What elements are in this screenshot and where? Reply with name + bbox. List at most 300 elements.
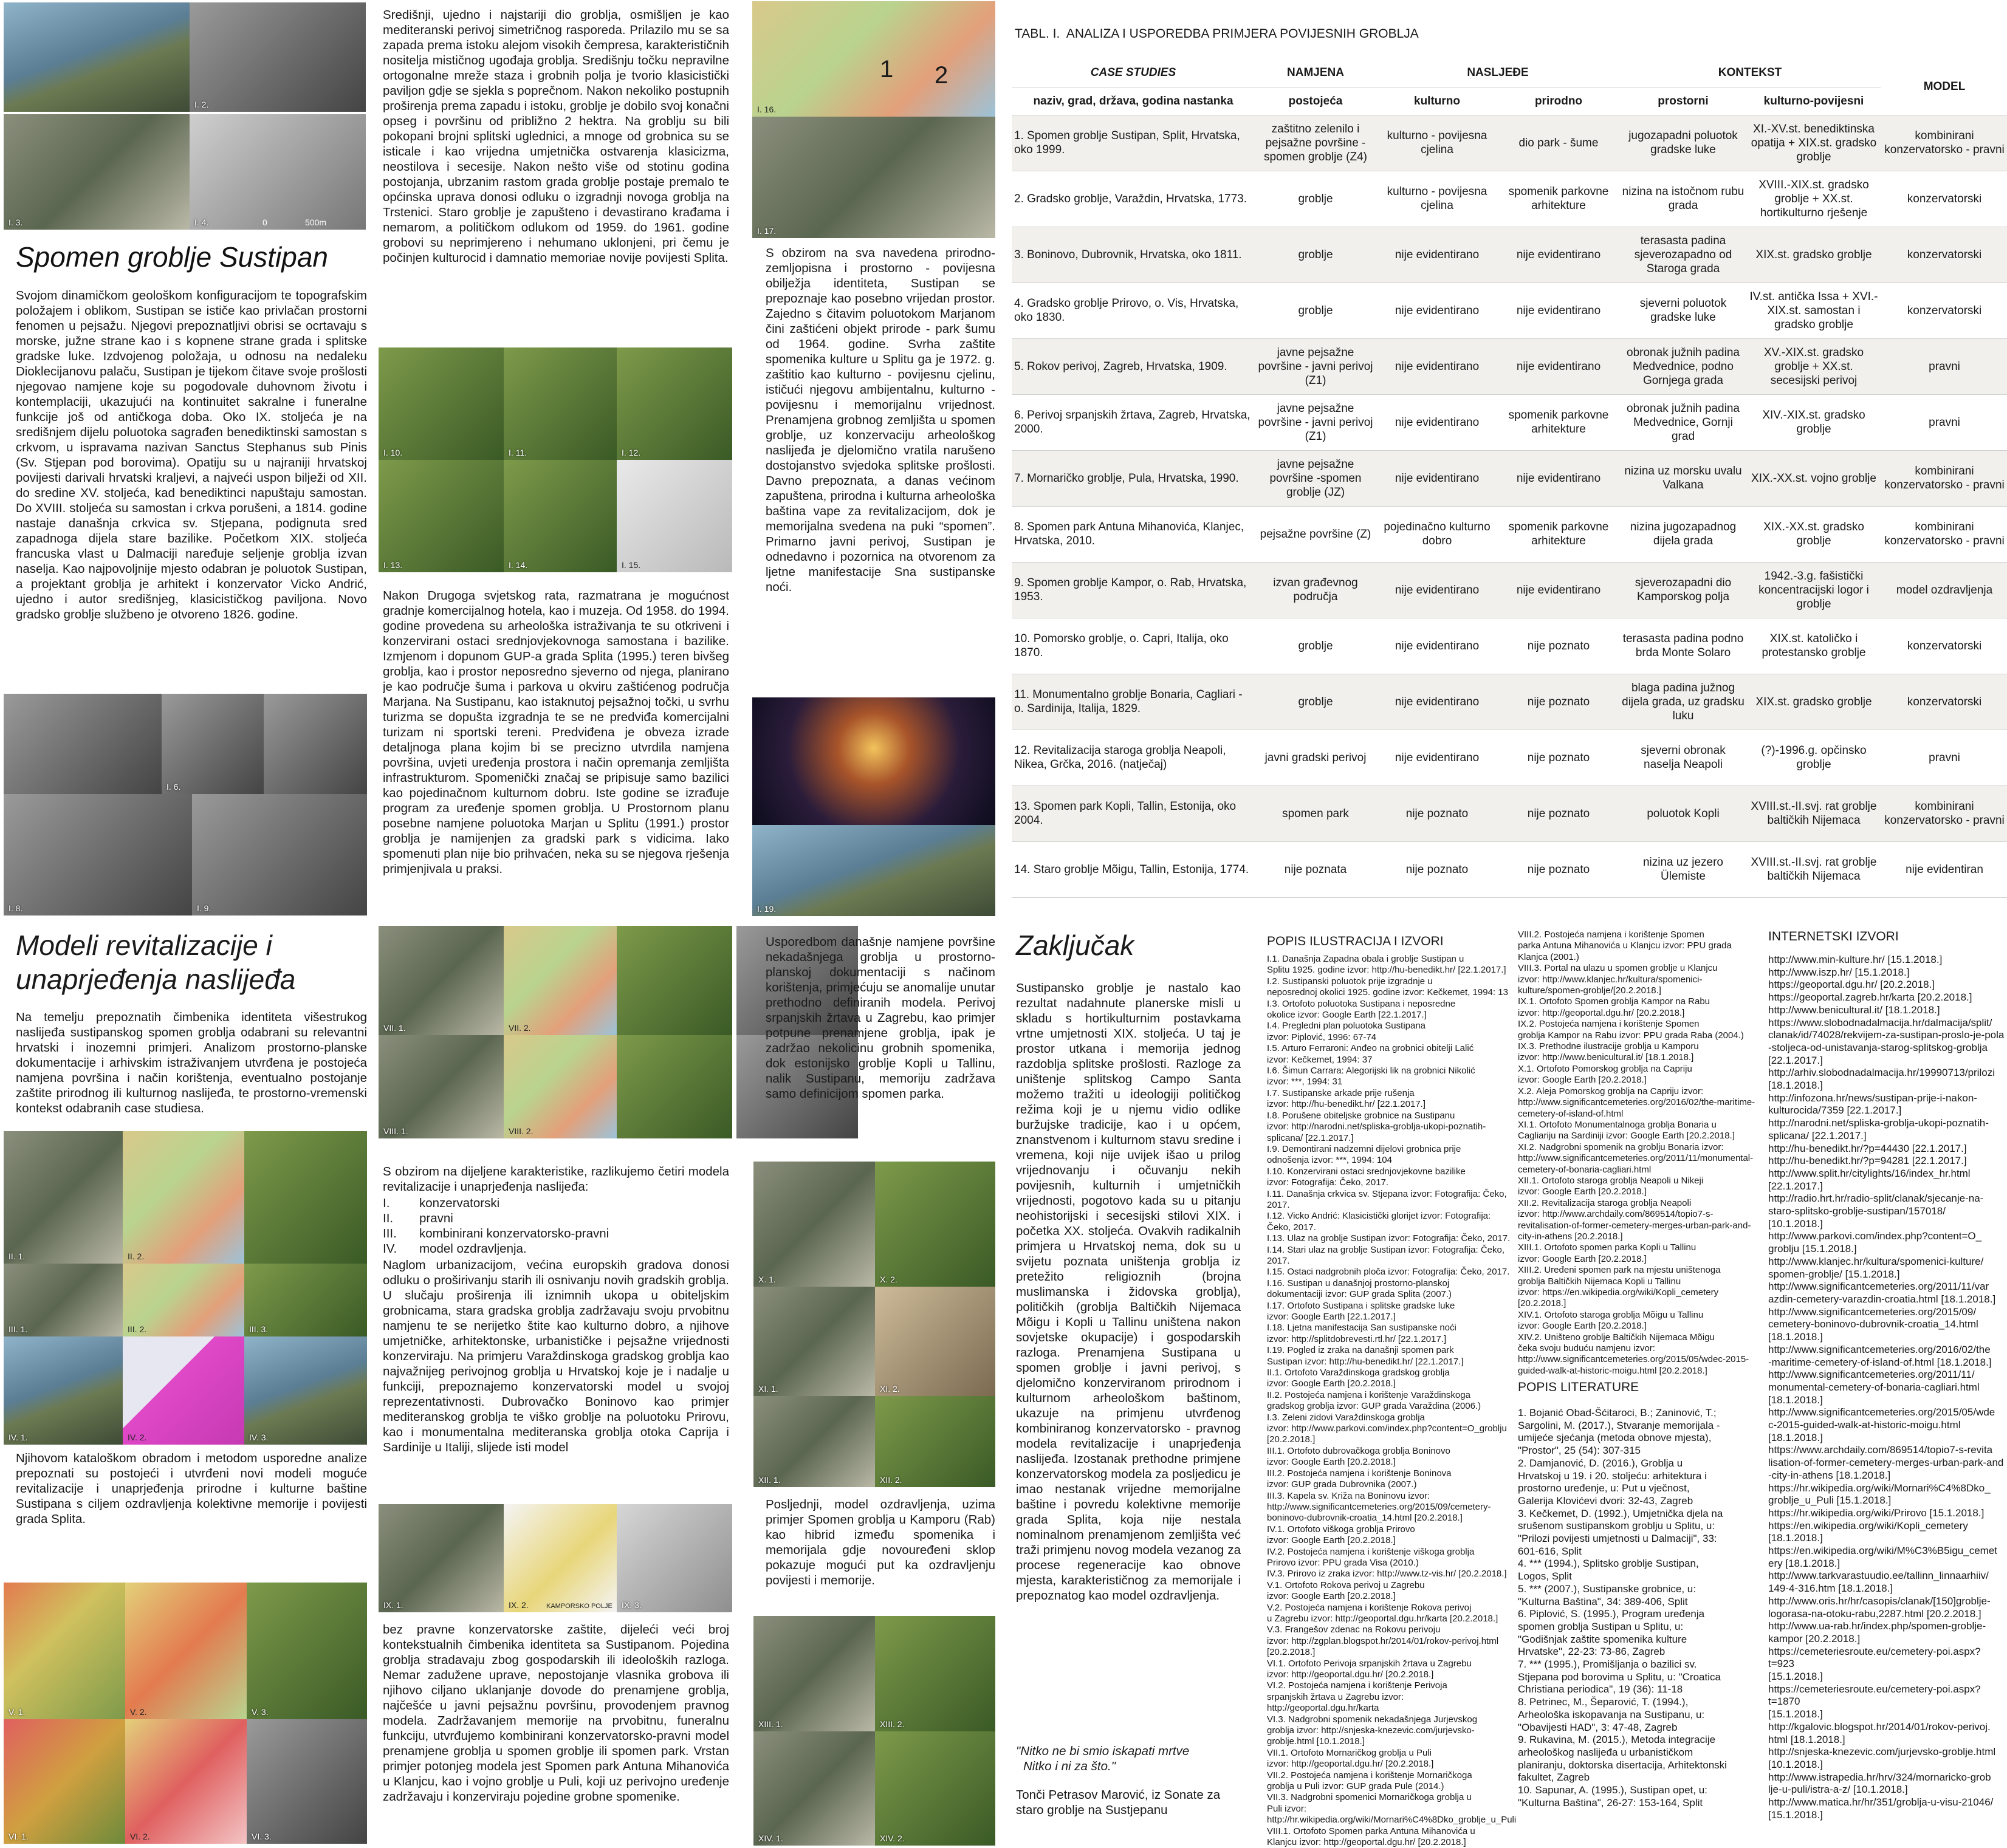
reference-line: 3. Kečkemet, D. (1992.), Umjetnička djela na xyxy=(1518,1507,1723,1519)
table-cell: kombinirani konzervatorsko - pravni xyxy=(1881,785,2007,841)
reference-line: http://kgalovic.blogspot.hr/2014/01/rokov-perivoj. xyxy=(1768,1720,1991,1733)
reference-line: [22.1.2017.] xyxy=(1768,1180,1823,1192)
reference-line: II.2. Postojeća namjena i korištenje Varaždinskoga xyxy=(1267,1389,1470,1400)
table-cell: pravni xyxy=(1881,730,2007,785)
reference-line: I.3. Zeleni zidovi Varaždinskoga groblja xyxy=(1267,1412,1425,1423)
table-cell: nije evidentirano xyxy=(1498,227,1619,282)
table-cell: nije evidentirano xyxy=(1376,227,1498,282)
reference-line: -city-in-athens [18.1.2018.] xyxy=(1768,1469,1891,1481)
th-sub-kulturno: kulturno xyxy=(1376,87,1498,115)
reference-line: VIII.3. Portal na ulazu u spomen groblje u Klanjcu xyxy=(1518,963,1718,974)
table-cell: groblje xyxy=(1255,618,1376,674)
table-cell: 10. Pomorsko groblje, o. Capri, Italija, oko 1870. xyxy=(1012,618,1255,674)
photo-xi2: XI. 2. xyxy=(875,1287,995,1396)
reference-line: groblja Kampor na Rabu izvor: PPU grada Raba (2004.) xyxy=(1518,1030,1744,1041)
table-cell: spomenik parkovne arhitekture xyxy=(1498,506,1619,562)
photo-ix2: IX. 2. KAMPORSKO POLJE xyxy=(504,1504,617,1612)
reference-line: http://www.significantcemeteries.org/2015/09/ xyxy=(1768,1306,1977,1318)
photo-i18 xyxy=(752,697,995,825)
reference-line: izvor: Fotografija: Čeko, 2017. xyxy=(1267,1177,1389,1188)
reference-line: VIII.2. Postojeća namjena i korištenje Spomen xyxy=(1518,929,1704,940)
illustrations-title: POPIS ILUSTRACIJA I IZVORI xyxy=(1267,934,1444,948)
photo-i3: I. 3. xyxy=(4,114,190,230)
reference-line: 5. *** (2007.), Sustipanske grobnice, u: xyxy=(1518,1583,1696,1595)
reference-line: izvor: Google Earth [20.2.2018.] xyxy=(1518,1186,1647,1197)
reference-line: I.14. Stari ulaz na groblje Sustipan izvor: Fotografija: Čeko, 2017. xyxy=(1267,1244,1505,1266)
table-cell: nije poznata xyxy=(1255,841,1376,897)
models-intro-text: Na temelju prepoznatih čimbenika identiteta višestrukog naslijeđa sustipanskog spomen groblja odabrani su relevantni hrvatski i inozemni primjeri. Analizom prostorno-planske dokumentacije i arhivskim istraživanjem utvrđena je postojeća namjena površina i način korištenja, eventualno postojanje zaštite prirodnog ili kulturnog naslijeđa, te prostorno-vremenski kontekst odabranih case studiesa. xyxy=(16,1010,367,1115)
photo-iv2: IV. 2. xyxy=(123,1336,244,1445)
quote-line2: Nitko i ni za što." xyxy=(1023,1759,1116,1773)
reference-line: groblju [15.1.2018.] xyxy=(1768,1243,1857,1255)
reference-line: http://www.klanjec.hr/kultura/spomenici-kulture/ xyxy=(1768,1255,1984,1267)
table-title: TABL. I. ANALIZA I USPOREDBA PRIMJERA POVIJESNIH GROBLJA xyxy=(1015,27,1419,41)
table-cell: nizina na istočnom rubu grada xyxy=(1619,171,1747,227)
photo-i2: I. 2. xyxy=(190,2,366,112)
photo-i17: I. 17. xyxy=(752,117,995,238)
photo-xii2: XII. 2. xyxy=(875,1396,995,1487)
photo-i16: I. 16. 1 2 xyxy=(752,1,995,117)
photo-i14: I. 14. xyxy=(504,460,617,572)
scale-label: 0 500m xyxy=(262,217,327,227)
table-cell: nije poznato xyxy=(1498,618,1619,674)
table-cell: kombinirani konzervatorsko - pravni xyxy=(1881,506,2007,562)
reference-line: izvor: http://splitdobrevesti.rtl.hr/ [22.1.2017.] xyxy=(1267,1333,1447,1344)
reference-line: V.1. Ortofoto Rokova perivoj u Zagrebu xyxy=(1267,1579,1425,1590)
table-cell: nije poznato xyxy=(1376,785,1498,841)
photo-i5 xyxy=(4,694,162,794)
reference-line: izvor: http://www.klanjec.hr/kultura/spomenici-kulture/spomen-groblje/[20.2.2018.] xyxy=(1518,974,1703,996)
table-cell: 6. Perivoj srpanjskih žrtava, Zagreb, Hrvatska, 2000. xyxy=(1012,394,1255,450)
photo-i7 xyxy=(264,694,367,794)
table-cell: 1. Spomen groblje Sustipan, Split, Hrvatska, oko 1999. xyxy=(1012,115,1255,171)
reference-line: logorasa-na-otoku-rabu,2287.html [20.2.2018.] xyxy=(1768,1607,1981,1620)
table-cell: 2. Gradsko groblje, Varaždin, Hrvatska, 1773. xyxy=(1012,171,1255,227)
reference-line: http://www.matica.hr/hr/351/groblja-u-visu-21046/ xyxy=(1768,1796,1994,1809)
reference-line: http://www.significantcemeteries.org/2015/05/wdec-2015-guided-walk-at-historic-moigu.html [20.2.2018.] xyxy=(1518,1354,1749,1376)
table-cell: kombinirani konzervatorsko - pravni xyxy=(1881,450,2007,506)
reference-line: http://arhiv.slobodnadalmacija.hr/19990713/prilozi xyxy=(1768,1067,1995,1079)
table-cell: nije evidentirano xyxy=(1376,338,1498,394)
th-case: CASE STUDIES xyxy=(1012,59,1255,87)
reference-line: https://www.archdaily.com/869514/topio7-s-revita xyxy=(1768,1444,1993,1456)
table-cell: nije evidentiran xyxy=(1881,841,2007,897)
table-row xyxy=(1012,618,2007,674)
photo-ii3 xyxy=(244,1131,367,1264)
reference-line: IV.1. Ortofoto viškoga groblja Prirovo xyxy=(1267,1524,1415,1535)
photo-viii2: VIII. 2. xyxy=(504,1035,617,1138)
table-cell: nije poznato xyxy=(1498,674,1619,730)
table-cell: nije evidentirano xyxy=(1376,674,1498,730)
conclusion-text: Sustipansko groblje je nastalo kao rezultat nadahnute planerske misli u skladu s hortikulturnim postavkama vrtne umjetnosti XIX. stoljeća. U taj je prostor utkana i memorija jednog razdoblja splitske prošlosti. Razloge za uništenje splitskog Campo Santa možemo tražiti u ideologiji političkog režima koji je u njemu vidio odlike buržujske tradicije, kao i u općem, znanstvenom i kulturnom stavu sredine i vremena, koji nije uvijek išao u prilog vrijednovanju i očuvanju nekih povijesnih, kulturnih i umjetničkih vrijednosti, pogotovo kada su u pitanju neohistorijski i secesijski stilovi XIX. i početka XX. stoljeća. Ovakvih radikalnih primjera u Hrvatskoj nema, dok su u svijetu poznata uništenja groblja iz pretežito religioznih (brojna muslimanska i židovska groblja), političkih (groblja Baltičkih Nijemaca Mõigu i Kopli u Tallinu uništena nakon sovjetske okupacije) i gospodarskih razloga. Prenamjena Sustipana u spomen groblje i javni perivoj, s djelomično konzerviranom prirodnom i kulturnom arheološkom baštinom, ukazuje na primjenu utvrđenog kombiniranog konzervatorsko - pravnog modela revitalizacije i unaprjeđenja naslijeđa. Izostanak prethodne primjene konzervatorskog modela za posljedicu je imao nestanak vrijedne memorijalne baštine i povredu kolektivne memorije grada Splita, koja nije nestala nominalnom prenamjenom zemljišta već traži primjenu novog modela vezanog za procese regeneracije kao obnove mjesta, karakterističnog za memorijale i prepoznatog kao model ozdravljenja. xyxy=(1016,981,1241,1603)
reference-line: http://www.significantcemeteries.org/2016/02/the xyxy=(1768,1343,1991,1355)
reference-line: I.6. Šimun Carrara: Alegorijski lik na grobnici Nikolić xyxy=(1267,1066,1475,1076)
reference-line: izvor: http://narodni.net/spliska-groblja-ukopi-poznatih-splicana/ [22.1.2017.] xyxy=(1267,1121,1486,1143)
reference-line: http://www.iszp.hr/ [15.1.2018.] xyxy=(1768,966,1910,978)
photo-i10: I. 10. xyxy=(379,347,504,460)
reference-line: Sustipan izvor: http://hu-benedikt.hr/ [22.1.2017.] xyxy=(1267,1356,1464,1367)
photo-ii1: II. 1. xyxy=(4,1131,123,1264)
reference-line: I.7. Sustipanske arkade prije rušenja xyxy=(1267,1087,1415,1098)
reference-line: http://www.significantcemeteries.org/2015/09/cemetery-boninovo-dubrovnik-croatia_14.html [20.2.2018.] xyxy=(1267,1501,1491,1524)
reference-line: IV.2. Postojeća namjena i korištenje viškoga groblja xyxy=(1267,1546,1475,1557)
reference-line: srpanjskih žrtava u Zagrebu izvor: http://geoportal.dgu.hr/karta xyxy=(1267,1691,1404,1714)
table-cell: spomen park xyxy=(1255,785,1376,841)
table-cell: terasasta padina sjeverozapadno od Staroga grada xyxy=(1619,227,1747,282)
table-cell: javni gradski perivoj xyxy=(1255,730,1376,785)
reference-line: u Zagrebu izvor: http://geoportal.dgu.hr/karta [20.2.2018.] xyxy=(1267,1613,1498,1624)
table-cell: XIX.-XX.st. gradsko groblje xyxy=(1747,506,1881,562)
reference-line: VII.1. Ortofoto Mornaričkog groblja u Puli xyxy=(1267,1747,1432,1758)
table-row xyxy=(1012,115,2007,171)
th-kontekst: KONTEKST xyxy=(1619,59,1881,87)
reference-line: I.16. Sustipan u današnjoj prostorno-planskoj xyxy=(1267,1278,1450,1288)
table-cell: nije evidentirano xyxy=(1376,618,1498,674)
table-cell: nizina jugozapadnog dijela grada xyxy=(1619,506,1747,562)
reference-line: "Kulturna Baština", 34: 389-406, Split xyxy=(1518,1595,1688,1607)
reference-line: http://www.tarkvarastuudio.ee/tallinn_linnaarhiiv/ xyxy=(1768,1570,1989,1582)
reference-line: I.9. Demontirani nadzemni dijelovi grobnica prije xyxy=(1267,1143,1461,1154)
reference-line: http://www.istrapedia.hr/hrv/324/mornaricko-grob xyxy=(1768,1771,1991,1783)
reference-line: http://hu-benedikt.hr/?p=44430 [22.1.2017.] xyxy=(1768,1142,1967,1154)
photo-xiv1: XIV. 1. xyxy=(753,1731,875,1846)
reference-line: [18.1.2018.] xyxy=(1768,1431,1823,1443)
reference-line: I.19. Pogled iz zraka na današnji spomen park xyxy=(1267,1345,1454,1356)
table-cell: spomenik parkovne arhitekture xyxy=(1498,394,1619,450)
reference-line: Hrvatskoj u 19. i 20. stoljeću: arhitektura i xyxy=(1518,1470,1707,1482)
reference-line: staro-splitsko-groblje-sustipan/157018/ xyxy=(1768,1205,1946,1217)
reference-line: I.5. Arturo Ferraroni: Anđeo na grobnici obitelji Lalić xyxy=(1267,1043,1474,1054)
photo-v2: V. 2. xyxy=(125,1583,247,1719)
table-cell: konzervatorski xyxy=(1881,282,2007,338)
reference-line: [18.1.2018.] xyxy=(1768,1331,1823,1343)
table-cell: kulturno - povijesna cjelina xyxy=(1376,115,1498,171)
photo-i15: I. 15. xyxy=(617,460,732,572)
reference-line: [15.1.2018.] xyxy=(1768,1671,1823,1683)
table-row xyxy=(1012,785,2007,841)
photo-i11: I. 11. xyxy=(504,347,617,460)
reference-line: X.2. Aleja Pomorskog groblja na Capriju izvor: xyxy=(1518,1086,1704,1097)
reference-line: "Obavijesti HAD", 3: 47-48, Zagreb xyxy=(1518,1721,1678,1733)
table-cell: nije poznato xyxy=(1498,841,1619,897)
col2-text5: bez pravne konzervatorske zaštite, dijeleći veći broj kontekstualnih čimbenika identiteta sa Sustipanom. Pojedina groblja stradavaju zbog gospodarskih ili ideoloških razloga. Nemar zadužene uprave, nepostojanje vlasnika grobova ili njihovo ciljano uklanjanje dovode do prenamjene groblja, najčešće u javni pejsažnu površinu, provodenjem pravnog modela. Zadržavanjem memorije na prvobitnu, funeralnu funkciju, utvrđujemo kombinirani konzervatorsko-pravni model prenamjene groblja u spomen groblje ili spomen park. Vrstan primjer potonjeg modela jest Spomen park Antuna Mihanovića u Klanjcu, kao i vojno groblje u Puli, koji uz perivojno uređenje zadržavaju i konzerviraju pojedine grobne spomenike. xyxy=(383,1623,729,1804)
reference-line: Puli izvor: http://hr.wikipedia.org/wiki/Mornari%C4%8Dko_groblje_u_Puli xyxy=(1267,1803,1517,1826)
reference-line: groblja izvor: http://snjeska-knezevic.com/jurjevsko-groblje.html [10.1.2018.] xyxy=(1267,1725,1475,1747)
reference-line: XI.2. Nadgrobni spomenik na groblju Bonaria izvor: xyxy=(1518,1141,1724,1152)
photo-vi2: VI. 2. xyxy=(125,1719,247,1844)
reference-line: III.2. Postojeća namjena i korištenje Boninova xyxy=(1267,1468,1452,1479)
table-row xyxy=(1012,394,2007,450)
table-cell: 1942.-3.g. fašistički koncentracijski logor i groblje xyxy=(1747,562,1881,618)
reference-line: dokumentaciji izvor: GUP grada Splita (2007.) xyxy=(1267,1289,1452,1300)
table-cell: groblje xyxy=(1255,674,1376,730)
table-cell: XI.-XV.st. benediktinska opatija + XIX.st. gradsko groblje xyxy=(1747,115,1881,171)
table-cell: nije poznato xyxy=(1376,841,1498,897)
table-cell: 7. Mornaričko groblje, Pula, Hrvatska, 1990. xyxy=(1012,450,1255,506)
reference-line: monumental-cemetery-of-bonaria-cagliari.html xyxy=(1768,1381,1980,1393)
reference-line: izvor: http://zgplan.blogspot.hr/2014/01/rokov-perivoj.html [20.2.2018.] xyxy=(1267,1635,1499,1658)
table-cell: IV.st. antička Issa + XVI.-XIX.st. samostan i gradsko groblje xyxy=(1747,282,1881,338)
table-cell: terasasta padina podno brda Monte Solaro xyxy=(1619,618,1747,674)
reference-line: http://radio.hrt.hr/radio-split/clanak/sjecanje-na- xyxy=(1768,1193,1984,1205)
model-item: I. konzervatorski xyxy=(383,1196,500,1210)
table-cell: XV.-XIX.st. gradsko groblje + XX.st. secesijski perivoj xyxy=(1747,338,1881,394)
table-cell: nije poznato xyxy=(1498,785,1619,841)
reference-line: https://www.slobodnadalmacija.hr/dalmacija/split/ xyxy=(1768,1016,1992,1028)
reference-line: http://www.parkovi.com/index.php?content=O_ xyxy=(1768,1230,1982,1242)
title-spomen-groblje: Spomen groblje Sustipan xyxy=(16,241,328,273)
table-cell: nije evidentirano xyxy=(1376,450,1498,506)
col3-text2: Usporedbom današnje namjene površine nekadašnjega groblja u prostorno-planskoj dokumentaciji s načinom korištenja, primjećuju se anomalije unutar prethodno definiranih modela. Perivoj srpanjskih žrtava u Zagrebu, kao primjer potpune prenamjene groblja, ipak je zadržao nekolicinu grobnih spomenika, dok estonijsko groblje Kopli u Tallinu, nalik Sustipanu, memoriju zadržava samo definicijom spomen parka. xyxy=(766,935,995,1101)
reference-line: izvor: GUP grada Dubrovnika (2007.) xyxy=(1267,1479,1417,1490)
photo-i4: I. 4. 0 500m xyxy=(190,114,366,230)
table-cell: groblje xyxy=(1255,171,1376,227)
reference-line: -stoljeca-od-unistavanja-starog-splitskog-groblja xyxy=(1768,1041,1988,1053)
table-cell: sjeverni poluotok gradske luke xyxy=(1619,282,1747,338)
photo-ii2: II. 2. xyxy=(123,1131,244,1264)
reference-line: fakultet, Zagreb xyxy=(1518,1771,1590,1784)
reference-line: planiranju, doktorska disertacija, Arhitektonski xyxy=(1518,1759,1727,1771)
table-cell: XIX.st. gradsko groblje xyxy=(1747,674,1881,730)
reference-line: "Prostor", 25 (54): 307-315 xyxy=(1518,1445,1641,1457)
reference-line: azdin-cemetery-varazdin-croatia.html [18.1.2018.] xyxy=(1768,1293,1996,1305)
reference-line: "Godišnjak zaštite spomenika kulture xyxy=(1518,1633,1687,1645)
reference-line: III.1. Ortofoto dubrovačkoga groblja Boninovo xyxy=(1267,1445,1450,1456)
reference-line: -maritime-cemetery-of-island-of.html [18.1.2018.] xyxy=(1768,1356,1992,1368)
col2-text1: Središnji, ujedno i najstariji dio groblja, osmišljen je kao mediteranski perivoj simetričnog rasporeda. Prilazilo mu se sa zapada prema istoku alejom visokih čempresa, karakterističnih nositelja mističnog ugođaja groblja. Središnju točku nepravilne ortogonalne mreže staza i grobnih polja je tvorio klasicistički paviljon gdje se sjekla s poprečnom. Nakon nekoliko postupnih proširenja prema zapadu i istoku, groblje je dobilo svoj konačni opseg i površinu od približno 2 hektra. Na groblju su bili pokopani brojni splitski uglednici, a mnoge od grobnica su se isticale i kao vrijedna umjetnička ostvarenja klasicizma, neostilova i secesije. Nakon nešto više od stotinu godina postojanja, ubrzanim rastom grada groblje postaje premalo te općinska uprava donosi odluku o izgradnji novoga groblja na Trstenici. Staro groblje je zapušteno i devastirano krađama i nemarom, a političkom odlukom od 1959. do 1961. godine grobovi su neprimjereno i nehumano uklonjeni, pri čemu je počinjen kulturocid i damnatio memoriae novije povijesti Splita. xyxy=(383,8,729,265)
literature-list xyxy=(1518,1407,1761,1810)
reference-line: izvor: Google Earth [20.2.2018.] xyxy=(1518,1075,1647,1086)
reference-line: VI.2. Postojeća namjena i korištenje Perivoja xyxy=(1267,1680,1447,1691)
photo-i19: I. 19. xyxy=(752,825,995,916)
reference-line: VII.3. Nadgrobni spomenici Mornaričkoga groblja u xyxy=(1267,1792,1472,1803)
reference-line: izvor: ***, 1994: 31 xyxy=(1267,1076,1343,1087)
col2-text2: Nakon Drugoga svjetskog rata, razmatrana je mogućnost gradnje komercijalnog hotela, kao i muzeja. Od 1958. do 1994. godine provedena su arheološka istraživanja te su otkriveni i konzervirani ostaci srednjovjekovnoga samostana i bazilike. Izmjenom i dopunom GUP-a grada Splita (1995.) teren bivšeg groblja, kao i prostor neposredno sjeverno od njega, planirano je kao područje šuma i parkova u okviru zaštićenog područja Marjana. Na Sustipanu, kao istaknutoj pejsažnoj točki, u svrhu turizma se dopušta izgradnja te se ne predviđa komercijalni turizam ni sportski tereni. Predviđena je obveza izrade detaljnoga plana kojim bi se precizno utvrdila namjena površina, uvjeti uređenja prostora i način opremanja zemljišta infrastrukturom. Spomenički značaj se pripisuje samo bazilici kao pojedinačnom kulturnom dobru. Iste godine se izrađuje program za uređenje spomen groblja. U Prostornom planu posebne namjene poluotoka Marjan u Splitu (1991.) prostor groblja je namijenjen za gradski park s vidicima. Iako spomenuti plan nije bio prihvaćen, neka su se njegova rješenja primjenjivala u praksi. xyxy=(383,589,729,876)
table-cell: groblje xyxy=(1255,227,1376,282)
map-number: 2 xyxy=(935,62,949,89)
table-row xyxy=(1012,338,2007,394)
reference-line: groblje_u_Puli [15.1.2018.] xyxy=(1768,1494,1892,1507)
illustrations-list-2 xyxy=(1518,929,1761,1377)
table-row xyxy=(1012,227,2007,282)
th-sub-postojeca: postojeća xyxy=(1255,87,1376,115)
table-cell: nije evidentirano xyxy=(1376,730,1498,785)
reference-line: c-2015-guided-walk-at-historic-moigu.html xyxy=(1768,1419,1961,1431)
photo-ix1: IX. 1. xyxy=(379,1504,504,1612)
photo-x2: X. 2. xyxy=(875,1162,995,1287)
table-cell: kombinirani konzervatorsko - pravni xyxy=(1881,115,2007,171)
reference-line: izvor: http://www.benicultural.it/ [18.1.2018.] xyxy=(1518,1052,1694,1063)
reference-line: http://www.significantcemeteries.org/2015/05/wde xyxy=(1768,1406,1995,1419)
photo-i13: I. 13. xyxy=(379,460,504,572)
quote-line1: "Nitko ne bi smio iskapati mrtve xyxy=(1016,1744,1190,1758)
reference-line: izvor: http://hu-benedikt.hr/ [22.1.2017.] xyxy=(1267,1099,1425,1110)
reference-line: V.2. Postojeća namjena i korištenje Rokova perivoj xyxy=(1267,1602,1472,1613)
reference-line: 7. *** (1995.), Promišljanja o bazilici sv. xyxy=(1518,1658,1697,1671)
reference-line: XIII.2. Uređeni spomen park na mjestu uništenoga xyxy=(1518,1265,1721,1276)
reference-line: čeka svoju buduću namjenu izvor: xyxy=(1518,1343,1655,1354)
reference-line: Hrvatske", 22-23: 73-86, Zagreb xyxy=(1518,1646,1666,1658)
reference-line: XIII.1. Ortofoto spomen parka Kopli u Tallinu xyxy=(1518,1242,1697,1253)
reference-line: arheološkog naslijeđa u urbanističkom xyxy=(1518,1746,1693,1758)
reference-line: neposrednoj okolici 1925. godine izvor: Kečkemet, 1994: 13 xyxy=(1267,987,1508,998)
table-cell: XVIII.st.-II.svj. rat groblje baltičkih Nijemaca xyxy=(1747,841,1881,897)
reference-line: https://cemeteriesroute.eu/cemetery-poi.aspx?t=923 xyxy=(1768,1645,1981,1670)
table-cell: blaga padina južnog dijela grada, uz gradsku luku xyxy=(1619,674,1747,730)
table-cell: XIX.-XX.st. vojno groblje xyxy=(1747,450,1881,506)
table-row xyxy=(1012,562,2007,618)
reference-line: I.13. Ulaz na groblje Sustipan izvor: Fotografija: Čeko, 2017. xyxy=(1267,1233,1511,1244)
reference-line: https://hr.wikipedia.org/wiki/Prirovo [15.1.2018.] xyxy=(1768,1507,1985,1519)
reference-line: XIV.1. Ortofoto staroga groblja Mõigu u Tallinu xyxy=(1518,1309,1704,1320)
reference-line: lje-u-puli/istra-a-z/ [10.1.2018.] xyxy=(1768,1784,1908,1796)
table-cell: model ozdravljenja xyxy=(1881,562,2007,618)
reference-line: I.15. Ostaci nadgrobnih ploča izvor: Fotografija: Čeko, 2017. xyxy=(1267,1267,1510,1278)
photo-v3: V. 3. xyxy=(247,1583,367,1719)
table-row xyxy=(1012,506,2007,562)
photo-vii1: VII. 1. xyxy=(379,926,504,1035)
reference-line: X.1. Ortofoto Pomorskog groblja na Capriju xyxy=(1518,1063,1692,1074)
reference-line: Sargolini, M. (2017.), Stvaranje memorijala - xyxy=(1518,1419,1720,1431)
reference-line: izvor: Piplović, 1996: 67-74 xyxy=(1267,1032,1377,1042)
reference-line: Christiana periodica", 19 (36): 11-18 xyxy=(1518,1683,1683,1696)
reference-line: splicana/ [22.1.2017.] xyxy=(1768,1129,1867,1141)
model-item: III. kombinirani konzervatorsko-pravni xyxy=(383,1227,609,1241)
reference-line: [18.1.2018.] xyxy=(1768,1394,1823,1406)
photo-xiv2: XIV. 2. xyxy=(875,1731,995,1846)
photo-iii3: III. 3. xyxy=(244,1264,367,1336)
table-cell: nije evidentirano xyxy=(1498,282,1619,338)
internet-list xyxy=(1768,954,2005,1822)
reference-line: http://www.significantcemeteries.org/2011/11/monumental-cemetery-of-bonaria-cagliari.html xyxy=(1518,1153,1754,1175)
photo-xiii1: XIII. 1. xyxy=(753,1616,875,1731)
th-namjena: NAMJENA xyxy=(1255,59,1376,87)
literature-title: POPIS LITERATURE xyxy=(1518,1380,1639,1394)
table-row xyxy=(1012,841,2007,897)
reference-line: https://geoportal.dgu.hr/ [20.2.2018.] xyxy=(1768,979,1935,991)
reference-line: Arheološka iskopavanja na Sustipanu, u: xyxy=(1518,1708,1705,1720)
photo-i6: I. 6. xyxy=(162,694,264,794)
photo-vii3 xyxy=(617,926,732,1035)
reference-line: http://www.ua-rab.hr/index.php/spomen-groblje- xyxy=(1768,1620,1986,1632)
table-cell: 5. Rokov perivoj, Zagreb, Hrvatska, 1909. xyxy=(1012,338,1255,394)
model-item: IV. model ozdravljenja. xyxy=(383,1242,527,1256)
reference-line: https://hr.wikipedia.org/wiki/Mornari%C4%8Dko_ xyxy=(1768,1482,1991,1494)
reference-line: XII.2. Revitalizacija staroga groblja Neapoli xyxy=(1518,1197,1692,1208)
reference-line: izvor: Kečkemet, 1994: 37 xyxy=(1267,1054,1373,1065)
reference-line: cemetery-boninovo-dubrovnik-croatia_14.html xyxy=(1768,1318,1978,1330)
table-cell: nije evidentirano xyxy=(1498,450,1619,506)
reference-line: groblja u Puli izvor: GUP grada Pule (2014.) xyxy=(1267,1781,1444,1792)
photo-iii2: III. 2. xyxy=(123,1264,244,1336)
model-item: II. pravni xyxy=(383,1211,453,1225)
comparison-table xyxy=(1012,59,2007,898)
table-cell: javne pejsažne površine - javni perivoj (Z1) xyxy=(1255,338,1376,394)
reference-line: lisation-of-former-cemetery-merges-urban-park-and xyxy=(1768,1457,2004,1469)
reference-line: izvor: http://www.parkovi.com/index.php?content=O_groblju [20.2.2018.] xyxy=(1267,1423,1507,1445)
table-cell: konzervatorski xyxy=(1881,618,2007,674)
photo-iv3: IV. 3. xyxy=(244,1336,367,1445)
col2-text4: Naglom urbanizacijom, većina europskih gradova donosi odluku o proširivanju starih ili osnivanju novih gradskih groblja. U slučaju proširenja ili iznimnih ukopa u obiteljskim grobnicama, stara gradska groblja zadržavaju svoju prvobitnu namjenu te se nerijetko štite kao kulturno dobro, a njihove umjetničke, arhitektonske, urbanističke i pejsažne vrijednosti konzerviraju. Na primjeru Varaždinskoga gradskog groblja kao najvažnijeg perivojnog groblja u Hrvatskoj koje je i nadalje u funkciji, prepoznajemo konzervatorski model u svojoj reprezentativnosti. Dubrovačko Boninovo kao primjer mediteranskog groblja te viško groblje na poluotoku Prirovu, kao i monumentalna mediteranska groblja otoka Caprija i Sardinije u Italiji, slijede isti model xyxy=(383,1258,729,1454)
reference-line: prostorno uređenje, u: Put u vječnost, xyxy=(1518,1482,1690,1494)
reference-line: II.1. Ortofoto Varaždinskoga gradskog groblja xyxy=(1267,1367,1450,1378)
table-cell: obronak južnih padina Medvednice, Gornji grad xyxy=(1619,394,1747,450)
table-cell: kulturno - povijesna cjelina xyxy=(1376,171,1498,227)
reference-line: I.11. Današnja crkvica sv. Stjepana izvor: Fotografija: Čeko, 2017. xyxy=(1267,1188,1507,1210)
reference-line: 1. Bojanić Obad-Šćitaroci, B.; Zaninović, T.; xyxy=(1518,1407,1717,1419)
photo-i8: I. 8. xyxy=(4,794,192,915)
table-cell: groblje xyxy=(1255,282,1376,338)
kamporsko-label: KAMPORSKO POLJE xyxy=(546,1603,612,1610)
table-cell: nije poznato xyxy=(1498,730,1619,785)
table-cell: nizina uz morsku uvalu Valkana xyxy=(1619,450,1747,506)
reference-line: https://en.wikipedia.org/wiki/M%C3%B5igu_cemet xyxy=(1768,1545,1998,1557)
internet-title: INTERNETSKI IZVORI xyxy=(1768,929,1899,943)
reference-line: izvor: https://en.wikipedia.org/wiki/Kopli_cemetery [20.2.2018.] xyxy=(1518,1287,1719,1309)
reference-line: XIV.2. Uništeno groblje Baltičkih Nijemaca Mõigu xyxy=(1518,1332,1715,1343)
table-cell: 13. Spomen park Kopli, Tallin, Estonija, oko 2004. xyxy=(1012,785,1255,841)
reference-line: V.3. Frangešov zdenac na Rokovu perivoju xyxy=(1267,1624,1441,1635)
table-cell: XVIII.-XIX.st. gradsko groblje + XX.st. hortikulturno rješenje xyxy=(1747,171,1881,227)
reference-line: [10.1.2018.] xyxy=(1768,1759,1823,1770)
table-cell: jugozapadni poluotok gradske luke xyxy=(1619,115,1747,171)
reference-line: odnošenja izvor: ***, 1994: 104 xyxy=(1267,1155,1392,1166)
table-cell: 12. Revitalizacija staroga groblja Neapoli, Nikea, Grčka, 2016. (natječaj) xyxy=(1012,730,1255,785)
reference-line: [18.1.2018.] xyxy=(1768,1080,1823,1092)
table-cell: obronak južnih padina Medvednice, podno Gornjega grada xyxy=(1619,338,1747,394)
reference-line: 4. *** (1994.), Splitsko groblje Sustipan, xyxy=(1518,1558,1699,1570)
table-cell: 14. Staro groblje Mõigu, Tallin, Estonija, 1774. xyxy=(1012,841,1255,897)
reference-line: [22.1.2017.] xyxy=(1768,1054,1823,1066)
reference-line: I.8. Porušene obiteljske grobnice na Sustipanu xyxy=(1267,1110,1455,1121)
table-cell: javne pejsažne površine - javni perivoj (Z1) xyxy=(1255,394,1376,450)
map-number: 1 xyxy=(880,56,894,83)
photo-vi3: VI. 3. xyxy=(247,1719,367,1844)
table-cell: pejsažne površine (Z) xyxy=(1255,506,1376,562)
reference-line: izvor: http://geoportal.dgu.hr/ [20.2.2018.] xyxy=(1518,1007,1685,1018)
reference-line: http://snjeska-knezevic.com/jurjevsko-groblje.html xyxy=(1768,1746,1996,1758)
table-cell: konzervatorski xyxy=(1881,674,2007,730)
reference-line: umijeće sjećanja (metoda obnove mjesta), xyxy=(1518,1432,1712,1444)
reference-line: http://narodni.net/spliska-groblja-ukopi-poznatih- xyxy=(1768,1117,1989,1129)
reference-line: [18.1.2018.] xyxy=(1768,1532,1823,1544)
photo-xi1: XI. 1. xyxy=(753,1287,875,1396)
table-cell: nije evidentirano xyxy=(1376,394,1498,450)
reference-line: gradskog groblja izvor: GUP grada Varaždina (2006.) xyxy=(1267,1401,1481,1412)
table-cell: sjeverozapadni dio Kamporskog polja xyxy=(1619,562,1747,618)
reference-line: izvor: Google Earth [20.2.2018.] xyxy=(1267,1535,1396,1546)
reference-line: I.18. Ljetna manifestacija San sustipanske noći xyxy=(1267,1323,1456,1333)
col2-text3: S obzirom na dijeljene karakteristike, razlikujemo četiri modela revitalizacije i unaprjeđenja naslijeđa: xyxy=(383,1165,729,1194)
th-sub-kultpov: kulturno-povijesni xyxy=(1747,87,1881,115)
reference-line: clanak/id/74028/rekvijem-za-sustipan-proslo-je-pola xyxy=(1768,1029,2005,1041)
quote-author: Tonči Petrasov Marović, iz Sonate za staro groblje na Sustjepanu xyxy=(1016,1788,1221,1817)
reference-line: http://www.significantcemeteries.org/2016/02/the-maritime-cemetery-of-island-of.html xyxy=(1518,1097,1755,1119)
photo-vii2: VII. 2. xyxy=(504,926,617,1035)
reference-line: I.1. Današnja Zapadna obala i groblje Sustipan u xyxy=(1267,954,1464,964)
table-cell: pojedinačno kulturno dobro xyxy=(1376,506,1498,562)
th-sub-prostorni: prostorni xyxy=(1619,87,1747,115)
reference-line: 2. Damjanović, D. (2016.), Groblja u xyxy=(1518,1457,1683,1469)
reference-line: XII.1. Ortofoto staroga groblja Neapoli u Nikeji xyxy=(1518,1175,1704,1186)
reference-line: 9. Rukavina, M. (2015.), Metoda integracije xyxy=(1518,1734,1716,1746)
reference-line: http://www.significantcemeteries.org/2011/11/var xyxy=(1768,1281,1989,1293)
reference-line: I.12. Vicko Andrić: Klasicistički glorijet izvor: Fotografija: Čeko, 2017. xyxy=(1267,1211,1491,1233)
reference-line: srušenom sustipanskom groblju u Splitu, u: xyxy=(1518,1520,1715,1532)
reference-line: izvor: Google Earth [20.2.2018.] xyxy=(1267,1457,1396,1468)
table-cell: 11. Monumentalno groblje Bonaria, Cagliari - o. Sardinija, Italija, 1829. xyxy=(1012,674,1255,730)
table-cell: konzervatorski xyxy=(1881,171,2007,227)
